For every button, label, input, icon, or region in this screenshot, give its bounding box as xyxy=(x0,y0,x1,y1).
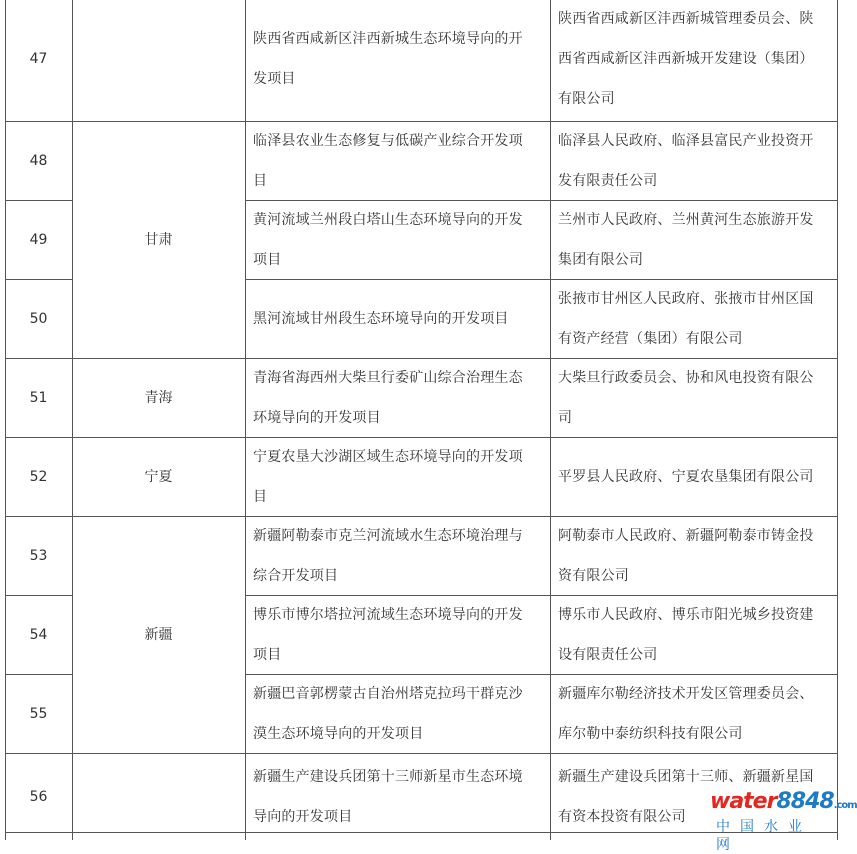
project-name-cell xyxy=(245,595,550,674)
implementing-unit-cell xyxy=(550,358,837,437)
text-line: 集团有限公司 xyxy=(558,251,644,268)
text-line: 宁夏农垦大沙湖区域生态环境导向的开发项 xyxy=(253,448,523,465)
text-line: 综合开发项目 xyxy=(253,567,339,584)
cell-text xyxy=(253,299,509,339)
cell-text xyxy=(558,674,814,754)
implementing-unit-cell xyxy=(550,0,837,121)
text-line: 博乐市博尔塔拉河流域生态环境导向的开发 xyxy=(253,606,523,623)
row-border xyxy=(5,753,73,754)
text-line: 平罗县人民政府、宁夏农垦集团有限公司 xyxy=(558,468,814,485)
text-line: 陕西省西咸新区沣西新城管理委员会、陕 xyxy=(558,11,814,27)
column-border xyxy=(550,0,551,840)
cell-text xyxy=(253,358,523,438)
province-cell xyxy=(72,753,245,840)
row-number: 50 xyxy=(29,310,48,327)
province-cell xyxy=(72,0,245,121)
row-border xyxy=(245,674,838,675)
province-cell: 甘肃 xyxy=(144,231,173,248)
row-border xyxy=(245,200,838,201)
column-border xyxy=(5,0,6,840)
cell-text xyxy=(558,200,814,280)
row-border xyxy=(245,358,838,359)
text-line: 环境导向的开发项目 xyxy=(253,409,381,426)
cell-text xyxy=(558,595,814,675)
cell-text xyxy=(253,595,523,675)
cell-text xyxy=(558,358,814,438)
row-border xyxy=(5,437,73,438)
project-name-cell xyxy=(245,279,550,358)
watermark-cn: 中国水业网 xyxy=(716,819,812,853)
text-line: 新疆库尔勒经济技术开发区管理委员会、 xyxy=(558,685,814,702)
watermark-suffix: .com xyxy=(833,800,857,811)
project-name-cell xyxy=(245,200,550,279)
row-number: 47 xyxy=(29,51,48,67)
text-line: 青海省海西州大柴旦行委矿山综合治理生态 xyxy=(253,369,523,386)
cell-text xyxy=(253,121,523,201)
text-line: 有限公司 xyxy=(558,91,615,107)
row-border xyxy=(5,516,73,517)
text-line: 黑河流域甘州段生态环境导向的开发项目 xyxy=(253,310,509,327)
text-line: 导向的开发项目 xyxy=(253,808,353,825)
cell-text xyxy=(558,121,814,201)
cell-text xyxy=(558,279,814,359)
row-border xyxy=(245,595,838,596)
row-number: 49 xyxy=(29,231,48,248)
province-cell: 新疆 xyxy=(144,626,173,643)
text-line: 阿勒泰市人民政府、新疆阿勒泰市铸金投 xyxy=(558,527,814,544)
text-line: 新疆阿勒泰市克兰河流域水生态环境治理与 xyxy=(253,527,523,544)
text-line: 有资产经营（集团）有限公司 xyxy=(558,330,743,347)
province-cell: 宁夏 xyxy=(144,468,173,485)
implementing-unit-cell xyxy=(550,121,837,200)
row-border xyxy=(245,516,838,517)
row-number: 52 xyxy=(29,468,48,485)
text-line: 漠生态环境导向的开发项目 xyxy=(253,725,424,742)
cell-text xyxy=(253,437,523,517)
implementing-unit-cell xyxy=(550,674,837,753)
text-line: 项目 xyxy=(253,646,282,663)
row-number: 54 xyxy=(29,626,48,643)
row-border xyxy=(245,753,838,754)
province-border xyxy=(72,358,245,359)
row-border xyxy=(5,358,73,359)
row-number: 56 xyxy=(29,788,48,805)
column-border xyxy=(837,0,838,840)
text-line: 有资本投资有限公司 xyxy=(558,808,686,825)
text-line: 发有限责任公司 xyxy=(558,172,658,189)
cell-text xyxy=(253,757,523,837)
row-number: 53 xyxy=(29,547,48,564)
implementing-unit-cell xyxy=(550,200,837,279)
text-line: 陕西省西咸新区沣西新城生态环境导向的开 xyxy=(253,31,523,47)
text-line: 目 xyxy=(253,488,268,505)
text-line: 张掖市甘州区人民政府、张掖市甘州区国 xyxy=(558,290,814,307)
watermark-brand-blue: 8848 xyxy=(776,789,834,814)
cell-text xyxy=(253,200,523,280)
text-line: 设有限责任公司 xyxy=(558,646,658,663)
row-border xyxy=(5,595,73,596)
row-border xyxy=(5,200,73,201)
row-border xyxy=(5,121,73,122)
project-name-cell xyxy=(245,358,550,437)
text-line: 司 xyxy=(558,409,573,426)
column-border xyxy=(245,0,246,840)
text-line: 发项目 xyxy=(253,71,296,87)
cell-text xyxy=(558,516,814,596)
row-border xyxy=(245,121,838,122)
project-name-cell xyxy=(245,753,550,840)
row-number: 48 xyxy=(29,152,48,169)
implementing-unit-cell xyxy=(550,516,837,595)
province-border xyxy=(72,516,245,517)
row-border xyxy=(5,279,73,280)
text-line: 项目 xyxy=(253,251,282,268)
text-line: 西省西咸新区沣西新城开发建设（集团） xyxy=(558,51,814,67)
project-name-cell xyxy=(245,674,550,753)
cell-text xyxy=(253,674,523,754)
row-number: 55 xyxy=(29,705,48,722)
row-border xyxy=(5,674,73,675)
text-line: 新疆生产建设兵团第十三师新星市生态环境 xyxy=(253,768,523,785)
implementing-unit-cell xyxy=(550,437,837,516)
text-line: 新疆生产建设兵团第十三师、新疆新星国 xyxy=(558,768,814,785)
text-line: 博乐市人民政府、博乐市阳光城乡投资建 xyxy=(558,606,814,623)
row-number: 51 xyxy=(29,389,48,406)
row-border xyxy=(245,437,838,438)
watermark-logo xyxy=(710,789,857,853)
watermark-brand-red: water xyxy=(710,789,777,814)
text-line: 大柴旦行政委员会、协和风电投资有限公 xyxy=(558,369,814,386)
text-line: 新疆巴音郭楞蒙古自治州塔克拉玛干群克沙 xyxy=(253,685,523,702)
project-name-cell xyxy=(245,121,550,200)
cell-text xyxy=(253,516,523,596)
text-line: 库尔勒中泰纺织科技有限公司 xyxy=(558,725,743,742)
text-line: 资有限公司 xyxy=(558,567,629,584)
implementing-unit-cell xyxy=(550,595,837,674)
province-border xyxy=(72,437,245,438)
column-border xyxy=(72,0,73,840)
province-border xyxy=(72,753,245,754)
project-name-cell xyxy=(245,437,550,516)
row-border xyxy=(245,279,838,280)
text-line: 目 xyxy=(253,172,268,189)
implementing-unit-cell xyxy=(550,279,837,358)
project-name-cell xyxy=(245,0,550,121)
text-line: 黄河流域兰州段白塔山生态环境导向的开发 xyxy=(253,211,523,228)
province-cell: 青海 xyxy=(144,389,173,406)
text-line: 临泽县人民政府、临泽县富民产业投资开 xyxy=(558,132,814,149)
cell-text xyxy=(558,457,814,497)
text-line: 兰州市人民政府、兰州黄河生态旅游开发 xyxy=(558,211,814,228)
text-line: 临泽县农业生态修复与低碳产业综合开发项 xyxy=(253,132,523,149)
cell-text xyxy=(253,19,523,99)
province-border xyxy=(72,121,245,122)
project-name-cell xyxy=(245,516,550,595)
cell-text xyxy=(558,0,814,119)
